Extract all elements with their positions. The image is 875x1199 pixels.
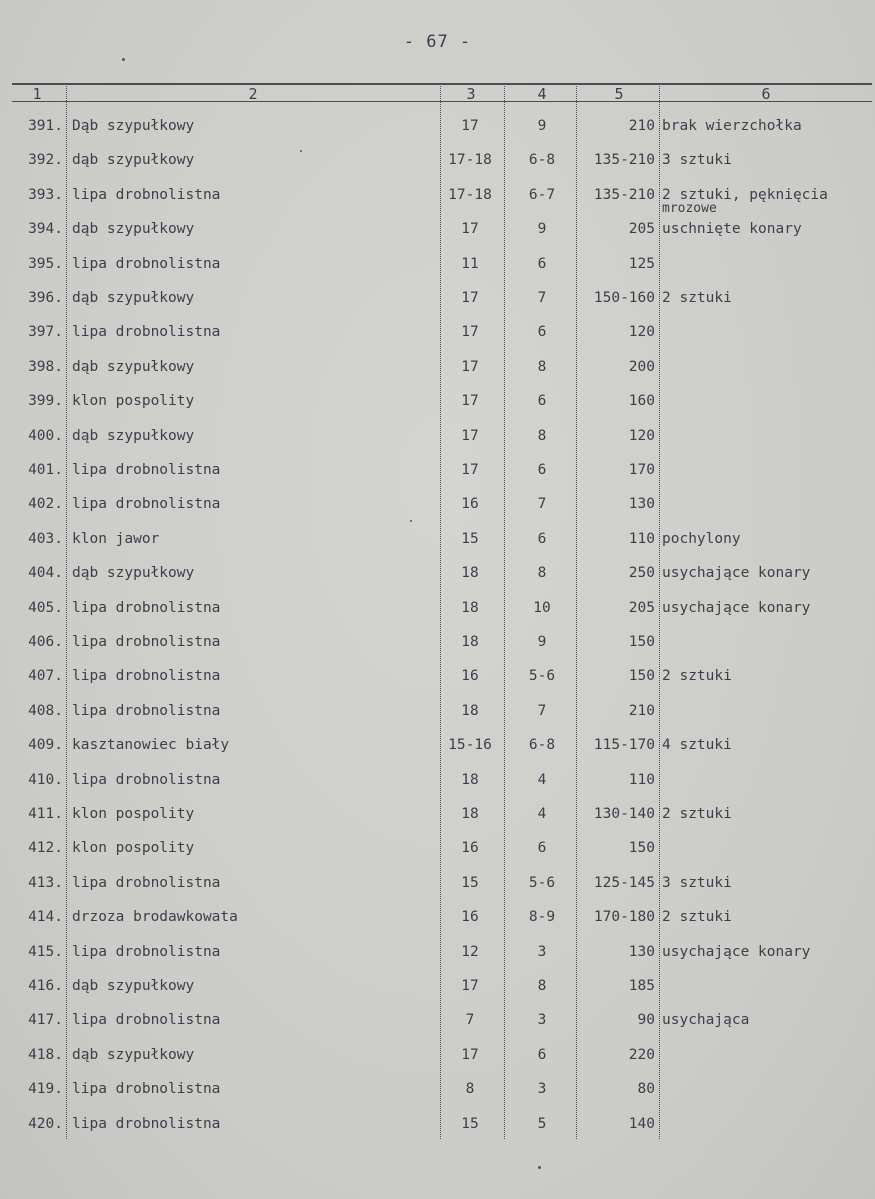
species-cell: klon pospolity xyxy=(72,840,195,857)
column-5-cell: 210 xyxy=(628,702,655,719)
column-5-cell: 110 xyxy=(628,530,655,547)
column-3-cell: 17 xyxy=(461,1046,479,1063)
column-4-cell: 9 xyxy=(537,634,547,650)
table-row xyxy=(0,1012,875,1046)
column-3-cell: 7 xyxy=(465,1012,475,1029)
column-5-cell: 220 xyxy=(628,1046,655,1063)
note-cell: 3 sztuki xyxy=(662,152,732,169)
row-number: 394. xyxy=(28,221,63,238)
row-number: 419. xyxy=(28,1081,63,1098)
column-5-cell: 130 xyxy=(628,496,655,513)
column-5-cell: 150 xyxy=(628,634,655,650)
column-header-5: 5 xyxy=(614,85,624,103)
column-3-cell: 17 xyxy=(461,393,479,410)
species-cell: dąb szypułkowy xyxy=(72,978,195,994)
column-3-cell: 17 xyxy=(461,462,479,478)
row-number: 404. xyxy=(28,565,63,582)
column-5-cell: 80 xyxy=(637,1081,655,1098)
species-cell: lipa drobnolistna xyxy=(72,324,221,341)
column-5-cell: 250 xyxy=(628,565,655,582)
species-cell: lipa drobnolistna xyxy=(72,943,221,960)
column-5-cell: 130 xyxy=(628,943,655,960)
column-4-cell: 8 xyxy=(537,978,547,994)
column-header-6: 6 xyxy=(761,85,771,103)
column-5-cell: 150-160 xyxy=(593,290,655,306)
table-row xyxy=(0,221,875,255)
column-5-cell: 110 xyxy=(628,771,655,788)
column-4-cell: 8 xyxy=(537,565,547,582)
column-3-cell: 15-16 xyxy=(448,737,492,754)
column-3-cell: 15 xyxy=(461,1115,479,1132)
column-3-cell: 18 xyxy=(461,599,479,616)
column-4-cell: 4 xyxy=(537,771,547,788)
species-cell: lipa drobnolistna xyxy=(72,1115,221,1132)
column-5-cell: 160 xyxy=(628,393,655,410)
column-5-cell: 185 xyxy=(628,978,655,994)
table-row xyxy=(0,324,875,358)
column-5-cell: 205 xyxy=(628,221,655,238)
table-row xyxy=(0,1116,875,1150)
row-number: 411. xyxy=(28,806,63,822)
row-number: 397. xyxy=(28,324,63,341)
table-row xyxy=(0,703,875,737)
column-4-cell: 8 xyxy=(537,358,547,375)
column-3-cell: 11 xyxy=(461,255,479,272)
row-number: 392. xyxy=(28,152,63,169)
column-5-cell: 135-210 xyxy=(593,186,655,203)
row-number: 413. xyxy=(28,874,63,891)
table-row xyxy=(0,393,875,427)
column-header-4: 4 xyxy=(537,85,547,103)
note-cell: usychające konary xyxy=(662,565,811,582)
table-row xyxy=(0,1081,875,1115)
table-row xyxy=(0,772,875,806)
table-row xyxy=(0,359,875,393)
column-3-cell: 18 xyxy=(461,806,479,822)
table-row xyxy=(0,152,875,186)
table-row xyxy=(0,840,875,874)
column-3-cell: 17-18 xyxy=(448,152,492,169)
column-3-cell: 15 xyxy=(461,530,479,547)
note-cell: 4 sztuki xyxy=(662,737,732,754)
row-number: 403. xyxy=(28,530,63,547)
species-cell: lipa drobnolistna xyxy=(72,599,221,616)
note-cell: 2 sztuki xyxy=(662,806,732,822)
species-cell: lipa drobnolistna xyxy=(72,1012,221,1029)
column-3-cell: 17 xyxy=(461,978,479,994)
column-3-cell: 17 xyxy=(461,427,479,444)
column-5-cell: 120 xyxy=(628,427,655,444)
column-4-cell: 8 xyxy=(537,427,547,444)
column-4-cell: 9 xyxy=(537,118,547,134)
note-continuation: mrozowe xyxy=(662,200,717,216)
column-3-cell: 18 xyxy=(461,702,479,719)
species-cell: lipa drobnolistna xyxy=(72,874,221,891)
column-4-cell: 7 xyxy=(537,290,547,306)
column-4-cell: 5 xyxy=(537,1115,547,1132)
column-5-cell: 205 xyxy=(628,599,655,616)
column-5-cell: 210 xyxy=(628,118,655,134)
note-cell xyxy=(662,187,828,214)
column-4-cell: 3 xyxy=(537,943,547,960)
table-row xyxy=(0,256,875,290)
table-row xyxy=(0,118,875,152)
species-cell: lipa drobnolistna xyxy=(72,462,221,478)
note-cell: brak wierzchołka xyxy=(662,118,802,134)
row-number: 412. xyxy=(28,840,63,857)
table-row xyxy=(0,944,875,978)
paper-speck xyxy=(538,1166,541,1169)
column-3-cell: 15 xyxy=(461,874,479,891)
species-cell: kasztanowiec biały xyxy=(72,737,230,754)
species-cell: dąb szypułkowy xyxy=(72,565,195,582)
column-3-cell: 17 xyxy=(461,290,479,306)
row-number: 420. xyxy=(28,1115,63,1132)
column-4-cell: 10 xyxy=(533,599,551,616)
column-4-cell: 6 xyxy=(537,1046,547,1063)
table-row xyxy=(0,978,875,1012)
note-line: 2 sztuki, pęknięcia xyxy=(662,186,828,203)
column-3-cell: 18 xyxy=(461,634,479,650)
table-row xyxy=(0,875,875,909)
species-cell: lipa drobnolistna xyxy=(72,496,221,513)
column-5-cell: 135-210 xyxy=(593,152,655,169)
column-4-cell: 6-8 xyxy=(528,152,556,169)
note-cell: usychająca xyxy=(662,1012,750,1029)
column-3-cell: 17-18 xyxy=(448,186,492,203)
row-number: 408. xyxy=(28,702,63,719)
column-4-cell: 6 xyxy=(537,324,547,341)
column-5-cell: 170 xyxy=(628,462,655,478)
column-4-cell: 7 xyxy=(537,702,547,719)
note-cell: 2 sztuki xyxy=(662,668,732,685)
column-5-cell: 90 xyxy=(637,1012,655,1029)
row-number: 416. xyxy=(28,978,63,994)
column-4-cell: 3 xyxy=(537,1081,547,1098)
note-cell: pochylony xyxy=(662,530,741,547)
column-4-cell: 5-6 xyxy=(528,668,556,685)
row-number: 395. xyxy=(28,255,63,272)
column-4-cell: 6 xyxy=(537,255,547,272)
row-number: 410. xyxy=(28,771,63,788)
column-3-cell: 18 xyxy=(461,771,479,788)
row-number: 402. xyxy=(28,496,63,513)
table-row xyxy=(0,634,875,668)
row-number: 405. xyxy=(28,599,63,616)
column-3-cell: 17 xyxy=(461,118,479,134)
table-row xyxy=(0,565,875,599)
note-cell: 2 sztuki xyxy=(662,290,732,306)
column-header-2: 2 xyxy=(248,85,258,103)
row-number: 414. xyxy=(28,909,63,926)
column-4-cell: 4 xyxy=(537,806,547,822)
column-5-cell: 140 xyxy=(628,1115,655,1132)
row-number: 400. xyxy=(28,427,63,444)
row-number: 396. xyxy=(28,290,63,306)
column-4-cell: 5-6 xyxy=(528,874,556,891)
column-4-cell: 6 xyxy=(537,393,547,410)
species-cell: dąb szypułkowy xyxy=(72,358,195,375)
column-4-cell: 7 xyxy=(537,496,547,513)
species-cell: dąb szypułkowy xyxy=(72,221,195,238)
column-4-cell: 6-8 xyxy=(528,737,556,754)
column-5-cell: 200 xyxy=(628,358,655,375)
table-row xyxy=(0,428,875,462)
table-row xyxy=(0,290,875,324)
column-5-cell: 115-170 xyxy=(593,737,655,754)
column-4-cell: 6 xyxy=(537,462,547,478)
table-row xyxy=(0,531,875,565)
species-cell: klon pospolity xyxy=(72,393,195,410)
column-5-cell: 125 xyxy=(628,255,655,272)
species-cell: dąb szypułkowy xyxy=(72,290,195,306)
column-3-cell: 16 xyxy=(461,668,479,685)
table-row xyxy=(0,600,875,634)
species-cell: lipa drobnolistna xyxy=(72,668,221,685)
note-cell: usychające konary xyxy=(662,599,811,616)
species-cell: klon jawor xyxy=(72,530,160,547)
species-cell: drzoza brodawkowata xyxy=(72,909,238,926)
table-row xyxy=(0,462,875,496)
table-row xyxy=(0,909,875,943)
species-cell: Dąb szypułkowy xyxy=(72,118,195,134)
table-row xyxy=(0,496,875,530)
page-number: - 67 - xyxy=(403,32,472,52)
row-number: 418. xyxy=(28,1046,63,1063)
column-5-cell: 150 xyxy=(628,840,655,857)
species-cell: lipa drobnolistna xyxy=(72,771,221,788)
row-number: 407. xyxy=(28,668,63,685)
table-row xyxy=(0,187,875,221)
row-number: 399. xyxy=(28,393,63,410)
column-4-cell: 6 xyxy=(537,530,547,547)
row-number: 391. xyxy=(28,118,63,134)
column-5-cell: 120 xyxy=(628,324,655,341)
species-cell: klon pospolity xyxy=(72,806,195,822)
column-3-cell: 12 xyxy=(461,943,479,960)
table-row xyxy=(0,668,875,702)
column-5-cell: 130-140 xyxy=(593,806,655,822)
row-number: 417. xyxy=(28,1012,63,1029)
note-cell: uschnięte konary xyxy=(662,221,802,238)
species-cell: dąb szypułkowy xyxy=(72,152,195,169)
row-number: 398. xyxy=(28,358,63,375)
column-3-cell: 8 xyxy=(465,1081,475,1098)
note-cell: usychające konary xyxy=(662,943,811,960)
column-5-cell: 170-180 xyxy=(593,909,655,926)
column-5-cell: 125-145 xyxy=(593,874,655,891)
species-cell: dąb szypułkowy xyxy=(72,1046,195,1063)
species-cell: lipa drobnolistna xyxy=(72,702,221,719)
table-row xyxy=(0,1047,875,1081)
column-header-3: 3 xyxy=(466,85,476,103)
column-3-cell: 17 xyxy=(461,324,479,341)
species-cell: lipa drobnolistna xyxy=(72,255,221,272)
column-4-cell: 3 xyxy=(537,1012,547,1029)
column-4-cell: 8-9 xyxy=(528,909,556,926)
paper-speck xyxy=(122,58,125,61)
row-number: 406. xyxy=(28,634,63,650)
column-4-cell: 9 xyxy=(537,221,547,238)
table-row xyxy=(0,737,875,771)
column-3-cell: 18 xyxy=(461,565,479,582)
column-4-cell: 6-7 xyxy=(528,186,556,203)
note-cell: 2 sztuki xyxy=(662,909,732,926)
column-5-cell: 150 xyxy=(628,668,655,685)
species-cell: lipa drobnolistna xyxy=(72,634,221,650)
column-4-cell: 6 xyxy=(537,840,547,857)
species-cell: lipa drobnolistna xyxy=(72,186,221,203)
row-number: 393. xyxy=(28,186,63,203)
row-number: 401. xyxy=(28,462,63,478)
row-number: 409. xyxy=(28,737,63,754)
column-3-cell: 17 xyxy=(461,358,479,375)
species-cell: dąb szypułkowy xyxy=(72,427,195,444)
column-header-1: 1 xyxy=(32,85,42,103)
column-3-cell: 17 xyxy=(461,221,479,238)
row-number: 415. xyxy=(28,943,63,960)
column-3-cell: 16 xyxy=(461,840,479,857)
column-3-cell: 16 xyxy=(461,909,479,926)
table-row xyxy=(0,806,875,840)
column-3-cell: 16 xyxy=(461,496,479,513)
note-cell: 3 sztuki xyxy=(662,874,732,891)
species-cell: lipa drobnolistna xyxy=(72,1081,221,1098)
